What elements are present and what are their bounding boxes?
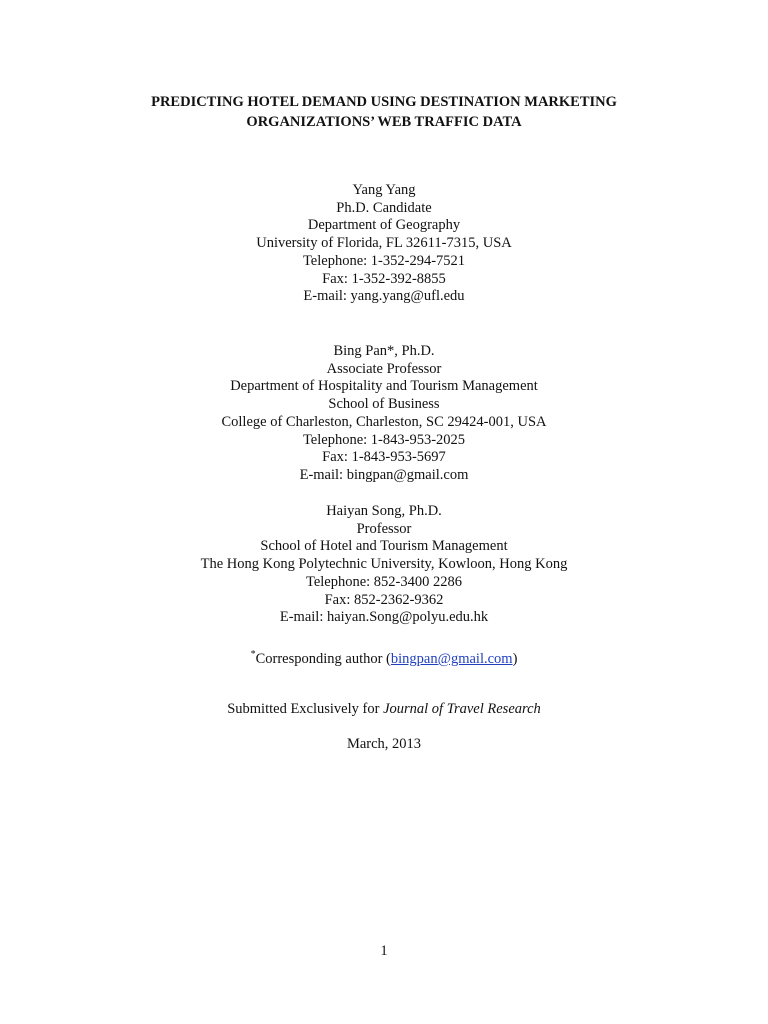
author-telephone: Telephone: 1-352-294-7521 [302,252,466,269]
author-institution: College of Charleston, Charleston, SC 29424-001, USA [221,413,547,430]
author-email: E-mail: bingpan@gmail.com [299,466,469,483]
author-block-yang [0,182,768,306]
author-name: Haiyan Song, Ph.D. [326,503,442,519]
author-fax: Fax: 1-843-953-5697 [322,449,446,466]
author-position: Ph.D. Candidate [336,199,432,216]
author-fax: Fax: 1-352-392-8855 [322,270,446,287]
title-line-1: PREDICTING HOTEL DEMAND USING DESTINATION MARKETING [151,94,617,110]
author-name: Bing Pan*, Ph.D. [333,343,435,359]
author-block-song [0,503,768,627]
author-institution: University of Florida, FL 32611-7315, USA [256,235,512,252]
submission-date: March, 2013 [346,736,422,752]
submission-prefix: Submitted Exclusively for [227,701,384,717]
author-institution: The Hong Kong Polytechnic University, Kowloon, Hong Kong [200,556,568,573]
author-position: Associate Professor [326,360,442,377]
corresponding-author-note [0,646,768,668]
author-block-pan [0,343,768,485]
author-school: School of Hotel and Tourism Management [260,538,508,555]
author-department: Department of Hospitality and Tourism Management [230,378,538,395]
journal-name: Journal of Travel Research [383,701,541,717]
page-number: 1 [380,943,388,959]
author-telephone: Telephone: 852-3400 2286 [305,573,463,590]
paper-title [0,92,768,132]
corresponding-prefix: Corresponding author ( [255,651,391,667]
footnote-star: * [250,649,256,660]
corresponding-suffix: ) [512,651,518,667]
author-email: E-mail: haiyan.Song@polyu.edu.hk [279,609,489,626]
author-name: Yang Yang [352,182,416,198]
corresponding-email-link[interactable]: bingpan@gmail.com [390,651,513,667]
author-department: Department of Geography [307,217,461,234]
author-school: School of Business [328,396,440,413]
title-line-2: ORGANIZATIONS’ WEB TRAFFIC DATA [246,114,522,130]
author-email: E-mail: yang.yang@ufl.edu [303,288,465,305]
author-telephone: Telephone: 1-843-953-2025 [302,431,466,448]
author-fax: Fax: 852-2362-9362 [324,591,444,608]
submission-note [0,700,768,718]
author-position: Professor [356,520,412,537]
